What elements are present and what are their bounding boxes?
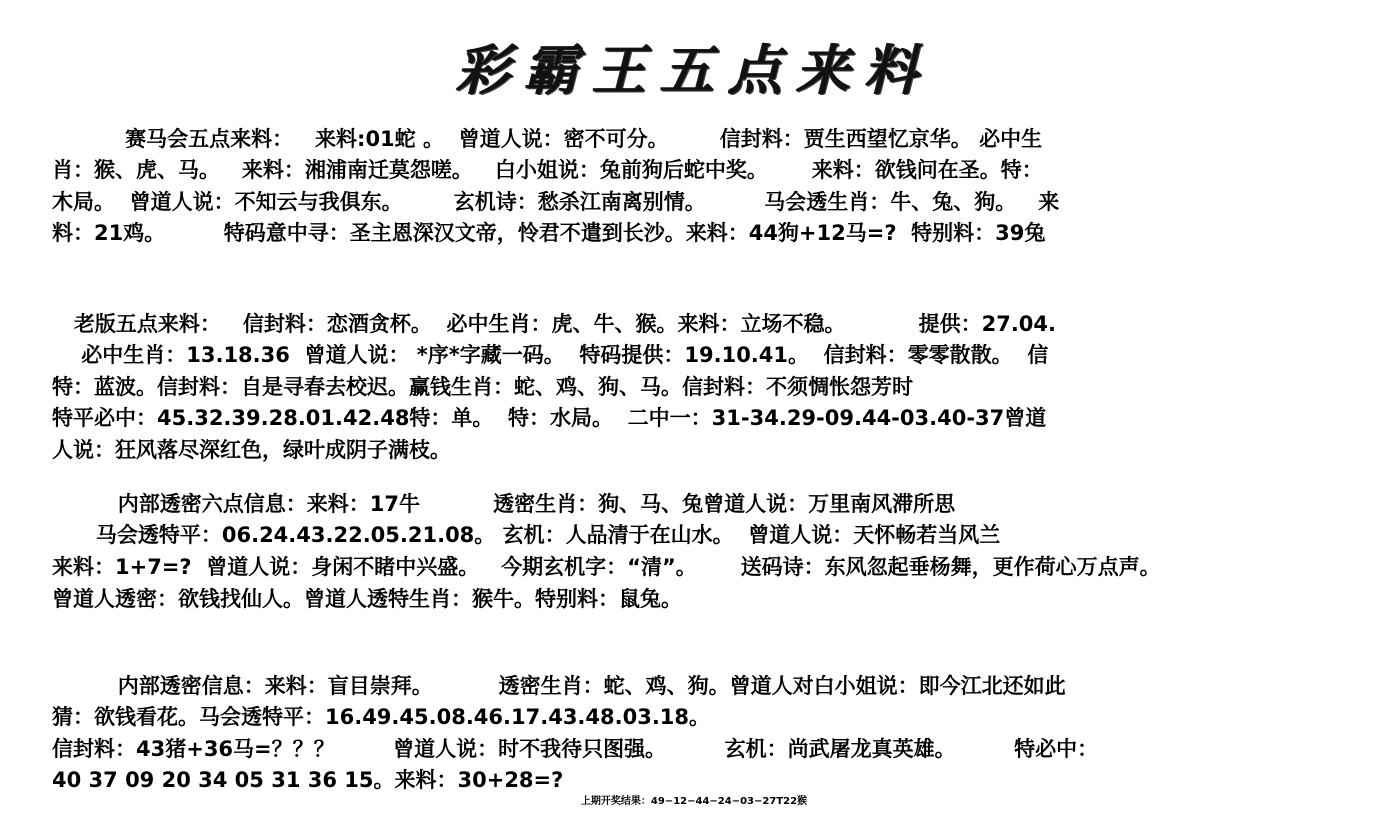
section-4-line-4: 40 37 09 20 34 05 31 36 15。来料：30+28=? [52, 768, 564, 792]
section-2-line-4: 特平必中：45.32.39.28.01.42.48特：单。 特：水局。 二中一：31-34.29-09.44-03.40-37曾道 [52, 406, 1047, 430]
section-1-line-3: 木局。 曾道人说：不知云与我俱东。 玄机诗：愁杀江南离别情。 马会透生肖：牛、兔、狗。 来 [52, 190, 1060, 214]
last-draw-result: 上期开奖结果：49−12−44−24−03−27T22猴 [580, 796, 808, 807]
section-1-line-1: 赛马会五点来料： 来料:01蛇 。 曾道人说：密不可分。 信封料：贾生西望忆京华。 必中生 [52, 127, 1043, 151]
section-1-line-4: 料：21鸡。 特码意中寻：圣主恩深汉文帝，怜君不遣到长沙。来料：44狗+12马=? 特别料：39兔 [52, 221, 1046, 245]
section-4-line-3: 信封料：43猪+36马=？？？ 曾道人说：时不我待只图强。 玄机：尚武屠龙真英雄。 特必中： [52, 737, 1099, 761]
section-2-line-3: 特：蓝波。信封料：自是寻春去校迟。赢钱生肖：蛇、鸡、狗、马。信封料：不须惆怅怨芳时 [52, 375, 913, 399]
section-3-line-4: 曾道人透密：欲钱找仙人。曾道人透特生肖：猴牛。特别料：鼠兔。 [52, 587, 682, 611]
section-4-line-2: 猜：欲钱看花。马会透特平：16.49.45.08.46.17.43.48.03.18。 [52, 705, 711, 729]
section-3-line-3: 来料：1+7=? 曾道人说：身闲不睹中兴盛。 今期玄机字：“清”。 送码诗：东风忽起垂杨舞，更作荷心万点声。 [52, 555, 1161, 579]
section-2-line-5: 人说：狂风落尽深红色，绿叶成阴子满枝。 [52, 438, 451, 462]
section-2-line-1: 老版五点来料： 信封料：恋酒贪杯。 必中生肖：虎、牛、猴。来料：立场不稳。 提供：27.04. [52, 312, 1056, 336]
section-3-line-1: 内部透密六点信息：来料：17牛 透密生肖：狗、马、兔曾道人说：万里南风滞所思 [52, 492, 956, 516]
page-title: 彩霸王五点来料 [456, 38, 932, 102]
section-2-line-2: 必中生肖：13.18.36 曾道人说： *序*字藏一码。 特码提供：19.10.41。 信封料：零零散散。 信 [52, 343, 1049, 367]
section-1-line-2: 肖：猴、虎、马。 来料：湘浦南迁莫怨嗟。 白小姐说：兔前狗后蛇中奖。 来料：欲钱问在圣。特： [52, 158, 1043, 182]
section-4-line-1: 内部透密信息：来料：盲目崇拜。 透密生肖：蛇、鸡、狗。曾道人对白小姐说：即今江北还如此 [52, 674, 1066, 698]
section-3-line-2: 马会透特平：06.24.43.22.05.21.08。 玄机：人品清于在山水。 曾道人说：天怀畅若当风兰 [52, 523, 1001, 547]
